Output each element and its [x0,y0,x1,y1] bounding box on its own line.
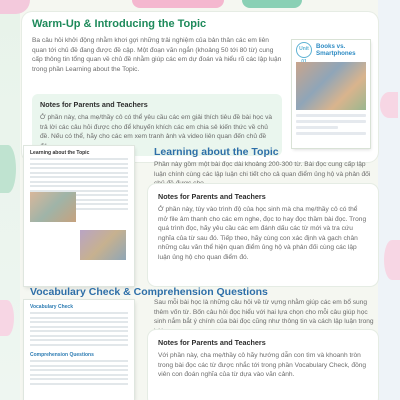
decorative-tab [132,0,224,8]
notes-body: Ở phần này, cha mẹ/thầy cô có thể yêu cầu các em giải thích tiêu đề bài học và trả lời các câu hỏi được cho để khuyến khích các em chia sẻ kiến thức về chủ đề. Nếu có thể, hãy cho các em xem tranh ảnh và video liên quan đến chủ đề [40,114,273,141]
thumbnail-photo [80,230,126,260]
left-margin-band [0,0,20,400]
vocabulary-page-thumbnail [24,300,134,400]
decorative-shape [380,92,398,118]
notes-title: Notes for Parents and Teachers [40,100,148,109]
unit-title: Books vs. Smartphones [316,43,356,58]
reading-page-thumbnail [24,146,134,286]
section-body: Sau mỗi bài học là những câu hỏi về từ vựng nhằm giúp các em bổ sung thêm vốn từ. Bốn câu hỏi đọc hiểu với hai lựa chọn cho mỗi câu giúp học sinh nắm bắt ý chính của bài đọc cũng như thông tin và cách lập luận trong [154,299,374,326]
decorative-shape [384,240,400,280]
notes-body: Ở phần này, tùy vào trình độ của học sinh mà cha mẹ/thầy cô có thể mở file âm thanh cho các em nghe, đọc to hay đọc thầm bài đọc. Trong quá trình đọc, hãy yêu cầu các em đánh dấu các từ mới và tra cứu nghĩa của từ sau đó. Tiếp theo, hãy cùng con xác định và gạch chân những câu văn thể hiện quan điểm ủng hộ và phản đối cùng các lập luận ủng hộ cho quan điểm đó. [158,206,367,261]
decorative-shape [0,300,14,336]
unit-photo [296,62,366,110]
section-title: Vocabulary Check & Comprehension Questions [30,286,268,298]
right-margin-band [378,0,400,400]
thumbnail-title: Vocabulary Check [30,304,73,310]
notes-box [148,184,378,286]
warm-up-section [22,12,378,162]
thumbnail-text-lines [296,114,366,144]
decorative-shape [0,145,16,193]
section-title: Learning about the Topic [154,146,279,158]
section-body: Phần này gồm một bài đọc dài khoảng 200-300 từ. Bài đọc cung cấp lập luận chính cùng các lập luận chi tiết cho cả quan điểm ủng hộ và phản đối [154,161,371,178]
thumbnail-title: Learning about the Topic [30,150,90,156]
notes-box [148,330,378,400]
notes-title: Notes for Parents and Teachers [158,192,266,201]
section-title: Warm-Up & Introducing the Topic [32,18,207,30]
decorative-tab [242,0,302,8]
thumbnail-header [292,40,370,60]
page-content [22,0,378,400]
learning-section [22,146,378,294]
section-body: Ba câu hỏi khởi động nhằm khơi gợi những trải nghiệm của bản thân các em liên quan tới chủ đề đang được đề cập. Một đoạn văn ngắn (khoảng 50 tới 80 từ) cung cấp thông tin tổng quan về chủ đề nhằm giúp các em dự đoán và hiểu rõ các lập luận trong phần Learning about the Topic. [32,37,282,73]
top-tabs [22,0,378,12]
thumbnail-subtitle: Comprehension Questions [30,352,94,358]
unit-badge: Unit [296,42,312,58]
notes-body: Với phần này, cha mẹ/thầy cô hãy hướng dẫn con tìm và khoanh tròn trong bài đọc các từ được nhắc tới trong phần Vocabulary Check, đồng viên con đoán nghĩa của từ dựa vào văn cảnh. [158,352,367,379]
notes-title: Notes for Parents and Teachers [158,338,266,347]
thumbnail-text-lines [30,360,128,387]
thumbnail-photo [30,192,76,222]
thumbnail-text-lines [30,312,128,348]
unit-page-thumbnail [292,40,370,148]
